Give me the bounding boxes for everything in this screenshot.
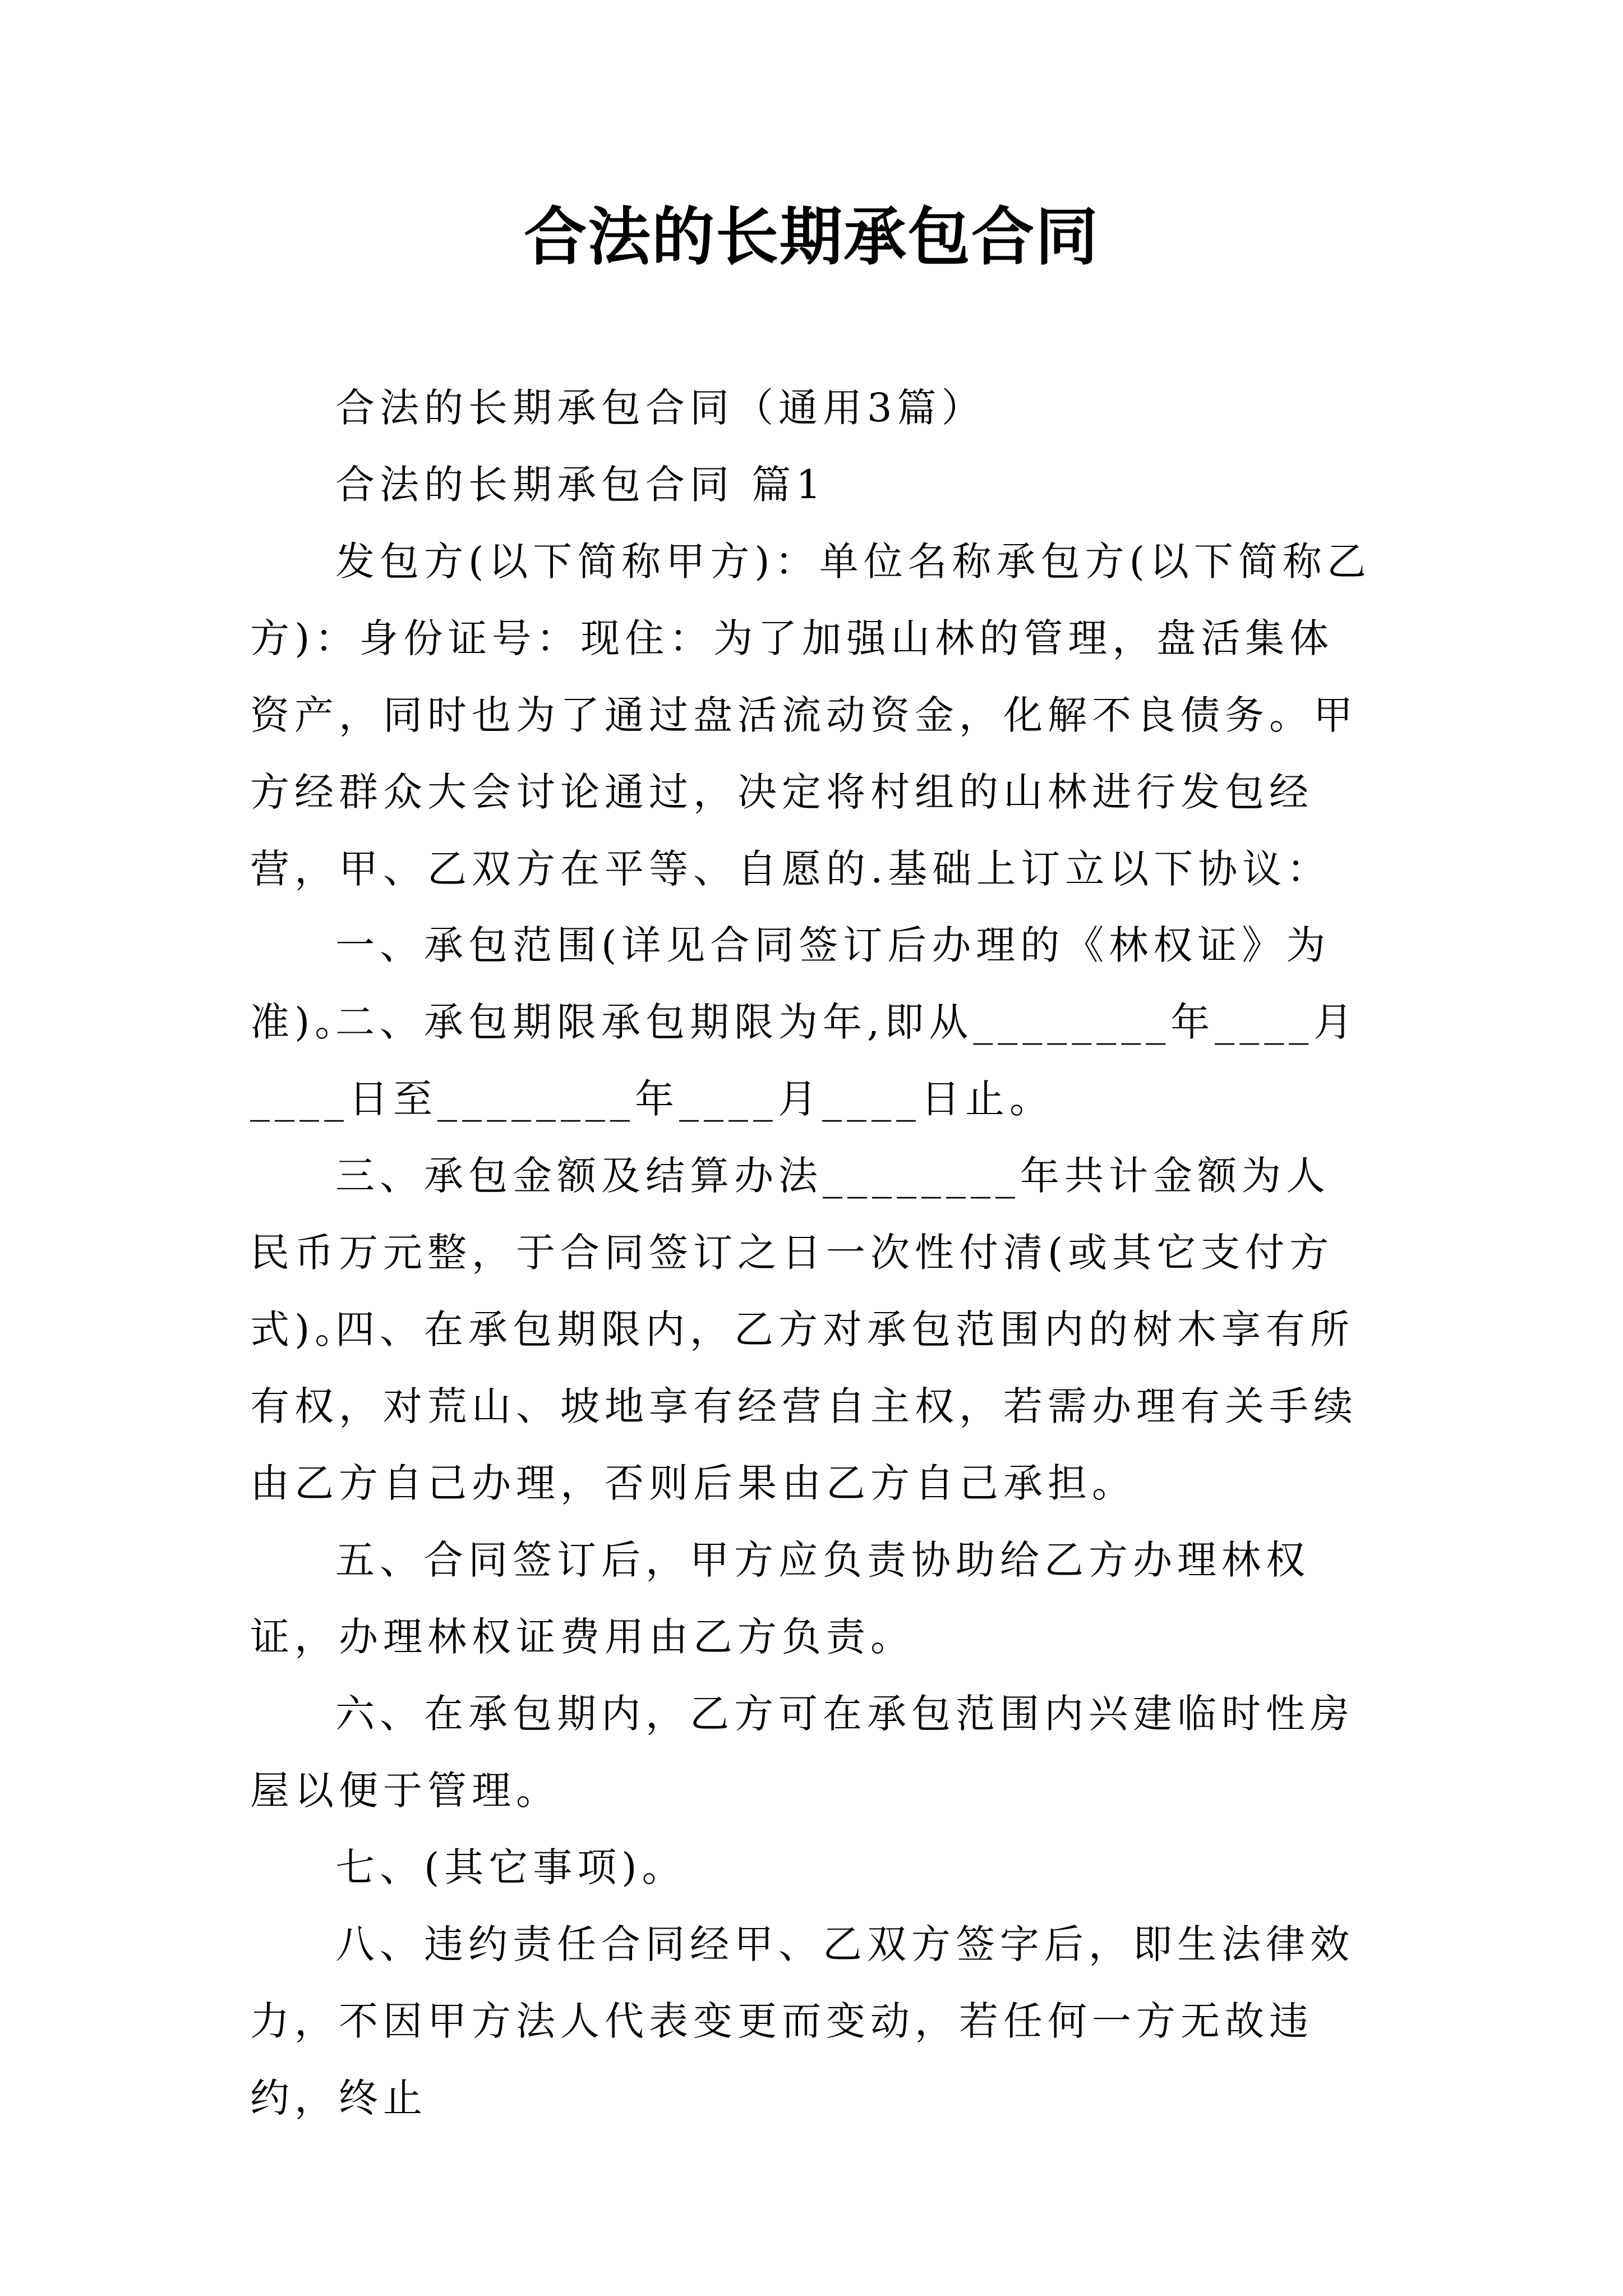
clause-1-scope: 一、承包范围(详见合同签订后办理的《林权证》为准)。 — [250, 922, 1331, 1045]
collection-subtitle: 合法的长期承包合同（通用3篇） — [335, 385, 986, 431]
intro-paragraph: 发包方(以下简称甲方)：单位名称承包方(以下简称乙方)：身份证号：现住：为了加强山林的管理，盘活集体资产，同时也为了通过盘活流动资金，化解不良债务。甲方经群众大会讨论通过，决定将村组的山林进行发包经营，甲、乙双方在平等、自愿的.基础上订立以下协议： — [250, 539, 1371, 892]
clause-6-temporary-housing: 六、在承包期内，乙方可在承包范围内兴建临时性房屋以便于管理。 — [250, 1691, 1354, 1814]
section-heading-part-1: 合法的长期承包合同 篇1 — [335, 462, 826, 508]
clause-7-other-matters: 七、(其它事项)。 — [335, 1844, 686, 1890]
clause-3-payment: 三、承包金额及结算办法________年共计金额为人民币万元整，于合同签订之日一次性付清(或其它支付方式)。 — [250, 1153, 1334, 1352]
clause-2-term: 二、承包期限承包期限为年,即从________年____月____日至________年____月____日止。 — [250, 999, 1358, 1122]
clause-4-rights: 四、在承包期限内，乙方对承包范围内的树木享有所有权，对荒山、坡地享有经营自主权，若需办理有关手续由乙方自己办理，否则后果由乙方自己承担。 — [250, 1306, 1358, 1506]
clause-8-liability: 八、违约责任合同经甲、乙双方签字后，即生法律效力，不因甲方法人代表变更而变动，若任何一方无故违约，终止 — [250, 1921, 1354, 2121]
clause-5-forest-certificate: 五、合同签订后，甲方应负责协助给乙方办理林权证，办理林权证费用由乙方负责。 — [250, 1537, 1310, 1660]
document-title: 合法的长期承包合同 — [524, 200, 1099, 274]
